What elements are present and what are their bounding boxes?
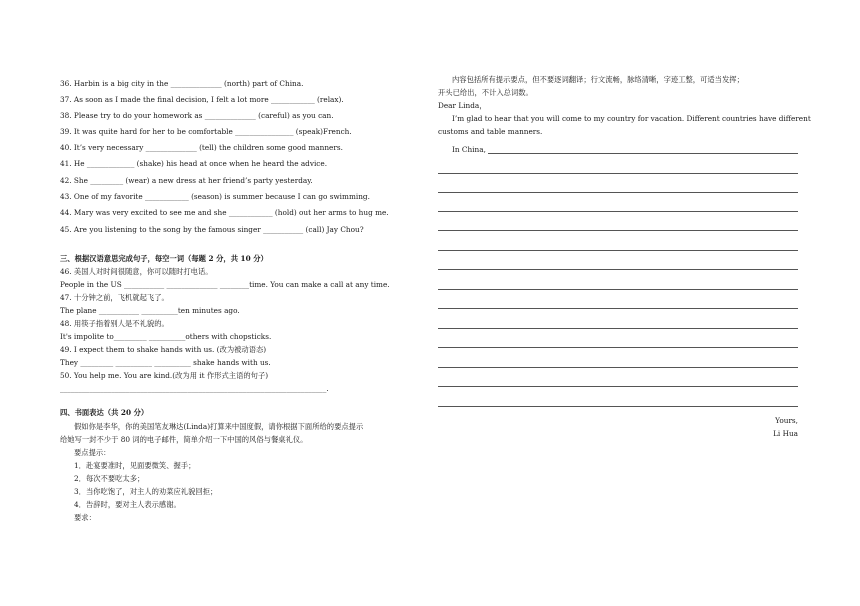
question-42: 42. She _________ (wear) a new dress at her friend’s party yesterday. — [60, 176, 313, 185]
requirement-line-1: 内容包括所有提示要点，但不要逐词翻译；行文流畅，脉络清晰，字迹工整，可适当发挥； — [452, 75, 744, 84]
letter-start: In China, — [452, 145, 486, 154]
writing-line-10 — [438, 347, 798, 348]
letter-signature: Li Hua — [773, 429, 798, 438]
question-48-en: It's impolite to_________ __________others with chopsticks. — [60, 332, 272, 341]
letter-closing: Yours, — [775, 416, 798, 425]
question-38: 38. Please try to do your homework as ______________ (careful) as you can. — [60, 111, 334, 120]
requirements-label: 要求： — [74, 513, 96, 522]
question-39: 39. It was quite hard for her to be comfortable ________________ (speak)French. — [60, 127, 352, 136]
question-45: 45. Are you listening to the song by the famous singer ___________ (call) Jay Chou? — [60, 225, 364, 234]
points-label: 要点提示： — [74, 448, 111, 457]
letter-body-2: customs and table manners. — [438, 127, 543, 136]
writing-line-12 — [438, 386, 798, 387]
question-49-answer: They _________ __________ __________ shake hands with us. — [60, 358, 271, 367]
writing-line-4 — [438, 230, 798, 231]
question-44: 44. Mary was very excited to see me and she ____________ (hold) out her arms to hug me. — [60, 208, 389, 217]
point-1: 1．赴宴要准时，见面要微笑、握手； — [74, 461, 196, 470]
writing-line-11 — [438, 367, 798, 368]
writing-line-2 — [438, 192, 798, 193]
point-3: 3．当你吃饱了，对主人的劝菜应礼貌回拒； — [74, 487, 218, 496]
writing-line-9 — [438, 328, 798, 329]
writing-intro-1: 假如你是李华，你的美国笔友琳达(Linda)打算来中国度假，请你根据下面所给的要点提示 — [74, 422, 364, 431]
point-4: 4．告辞时，要对主人表示感谢。 — [74, 500, 181, 509]
question-47-en: The plane ___________ __________ten minutes ago. — [60, 306, 240, 315]
section-4-heading: 四、书面表达（共 20 分） — [60, 408, 149, 417]
question-40: 40. It’s very necessary ______________ (tell) the children some good manners. — [60, 143, 343, 152]
writing-intro-2: 给她写一封不少于 80 词的电子邮件，简单介绍一下中国的风俗与餐桌礼仪。 — [60, 435, 308, 444]
question-48-cn: 48. 用筷子指着别人是不礼貌的。 — [60, 319, 169, 328]
question-46-cn: 46. 美国人对时间很随意，你可以随时打电话。 — [60, 267, 213, 276]
question-49-prompt: 49. I expect them to shake hands with us. (改为被动语态) — [60, 345, 267, 354]
writing-line-0 — [488, 153, 798, 154]
question-41: 41. He _____________ (shake) his head at once when he heard the advice. — [60, 159, 328, 168]
writing-line-13 — [438, 406, 798, 407]
section-3-heading: 三、根据汉语意思完成句子，每空一词（每题 2 分，共 10 分） — [60, 254, 268, 263]
letter-greeting: Dear Linda， — [438, 101, 487, 110]
requirement-line-2: 开头已给出，不计入总词数。 — [438, 88, 533, 97]
writing-line-6 — [438, 269, 798, 270]
question-47-cn: 47. 十分钟之前，飞机就起飞了。 — [60, 293, 169, 302]
letter-body-1: I’m glad to hear that you will come to my country for vacation. Different countries have different — [452, 114, 811, 123]
writing-line-7 — [438, 289, 798, 290]
question-50-answer: _________________________________________________________________________. — [60, 384, 329, 393]
writing-line-8 — [438, 308, 798, 309]
question-43: 43. One of my favorite ____________ (season) is summer because I can go swimming. — [60, 192, 370, 201]
question-46-en: People in the US ___________ ______________ ________time. You can make a call at any time. — [60, 280, 390, 289]
question-36: 36. Harbin is a big city in the ______________ (north) part of China. — [60, 79, 304, 88]
question-37: 37. As soon as I made the final decision, I felt a lot more ____________ (relax). — [60, 95, 344, 104]
question-50-prompt: 50. You help me. You are kind.(改为用 it 作形式主语的句子) — [60, 371, 269, 380]
writing-line-1 — [438, 173, 798, 174]
point-2: 2．每次不要吃太多； — [74, 474, 145, 483]
writing-line-5 — [438, 250, 798, 251]
writing-line-3 — [438, 211, 798, 212]
